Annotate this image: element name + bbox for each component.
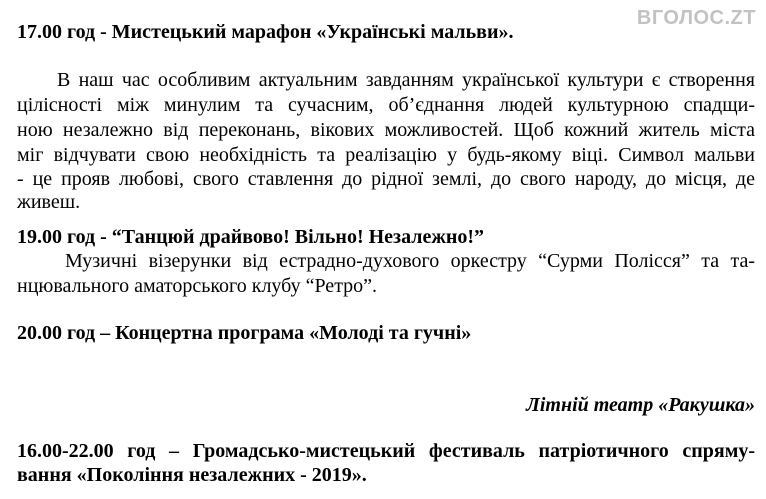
paragraph-line: Музичні візерунки від естрадно-духового оркестру “Сурми Полісся” та та-	[65, 250, 755, 272]
paragraph-line: В наш час особливим актуальним завданням української культури є створення	[57, 69, 755, 91]
site-watermark: ВГОЛОС.ZT	[636, 7, 756, 29]
paragraph-line: цілісності між минулим та сучасним, об’єднання людей культурною спадщи-	[17, 94, 755, 116]
paragraph-line: нцювального аматорського клубу “Ретро”.	[17, 275, 378, 297]
section-heading-festival-continued: вання «Покоління незалежних - 2019».	[17, 464, 367, 486]
paragraph-line: - це прояв любові, свого ставлення до рідної землі, до свого народу, до місця, де	[17, 168, 755, 190]
venue-title: Літній театр «Ракушка»	[526, 394, 755, 416]
section-heading-concert: 20.00 год – Концертна програма «Молоді та гучні»	[17, 322, 472, 344]
section-heading-marathon: 17.00 год - Мистецький марафон «Українські мальви».	[17, 21, 514, 43]
paragraph-line: міг відчувати свою необхідність та реалізацію у будь-якому віці. Символ мальви	[17, 144, 755, 166]
paragraph-line: живеш.	[17, 191, 81, 213]
paragraph-line: ною незалежно від переконань, вікових можливостей. Щоб кожний житель міста	[17, 119, 755, 141]
section-heading-dance: 19.00 год - “Танцюй драйвово! Вільно! Незалежно!”	[17, 226, 485, 248]
section-heading-festival: 16.00-22.00 год – Громадсько-мистецький фестиваль патріотичного спряму-	[17, 440, 755, 462]
